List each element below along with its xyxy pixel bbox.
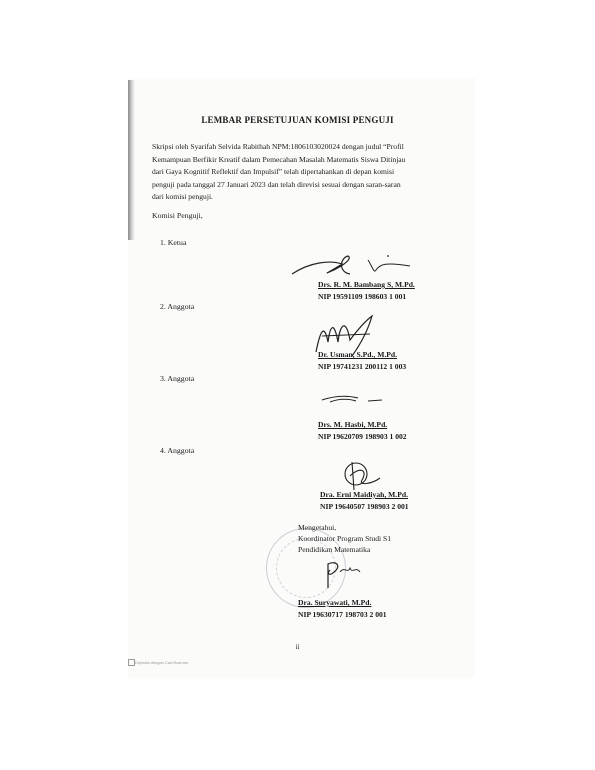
- examiner-name: Drs. R. M. Bambang S, M.Pd.: [318, 280, 415, 289]
- page-edge-shadow: [128, 80, 135, 240]
- scanner-watermark: Dipindai dengan CamScanner: [135, 660, 189, 665]
- examiner-role: 1. Ketua: [160, 238, 187, 247]
- examiner-name: Dr. Usman, S.Pd., M.Pd.: [318, 350, 398, 359]
- examiner-name: Dra. Erni Maidiyah, M.Pd.: [320, 490, 408, 499]
- examiner-role: 2. Anggota: [160, 302, 195, 311]
- paragraph-line: dari komisi penguji.: [152, 192, 213, 201]
- approval-program: Pendidikan Matematika: [298, 545, 371, 554]
- paragraph-line: penguji pada tanggal 27 Januari 2023 dan telah direvisi sesuai dengan saran-saran: [152, 179, 401, 189]
- approval-position: Koordinator Program Studi S1: [298, 534, 392, 543]
- examiner-role: 3. Anggota: [160, 374, 195, 383]
- examiner-nip: NIP 19591109 198603 1 001: [318, 292, 407, 301]
- approval-nip: NIP 19630717 198703 2 001: [298, 610, 387, 619]
- page-number: ii: [295, 643, 300, 651]
- signature-koordinator: [318, 558, 362, 592]
- examiner-name: Drs. M. Hasbi, M.Pd.: [318, 420, 388, 429]
- examiner-role: 4. Anggota: [160, 446, 195, 455]
- committee-label: Komisi Penguji,: [152, 211, 203, 220]
- approval-paragraph: [152, 141, 456, 204]
- examiner-nip: NIP 19640507 198903 2 001: [320, 502, 409, 511]
- paragraph-line: dari Gaya Kognitif Reflektif dan Impulsif” telah dipertahankan di depan komisi: [152, 167, 395, 176]
- examiner-nip: NIP 19620709 198903 1 002: [318, 432, 407, 441]
- signature-anggota-2: [320, 392, 390, 406]
- approval-label: Mengetahui,: [298, 523, 337, 532]
- examiner-nip: NIP 19741231 200112 1 003: [318, 362, 407, 371]
- document-title: LEMBAR PERSETUJUAN KOMISI PENGUJI: [201, 115, 394, 125]
- approval-name: Dra. Suryawati, M.Pd.: [298, 598, 372, 607]
- paragraph-line: Skripsi oleh Syarifah Selvida Rabithah NPM:1806103020024 dengan judul “Profil: [152, 142, 404, 151]
- camscanner-icon: [128, 659, 135, 666]
- paragraph-line: Kemampuan Berfikir Kreatif dalam Pemecahan Masalah Matematis Siswa Ditinjau: [152, 154, 406, 164]
- signature-ketua: [290, 252, 420, 282]
